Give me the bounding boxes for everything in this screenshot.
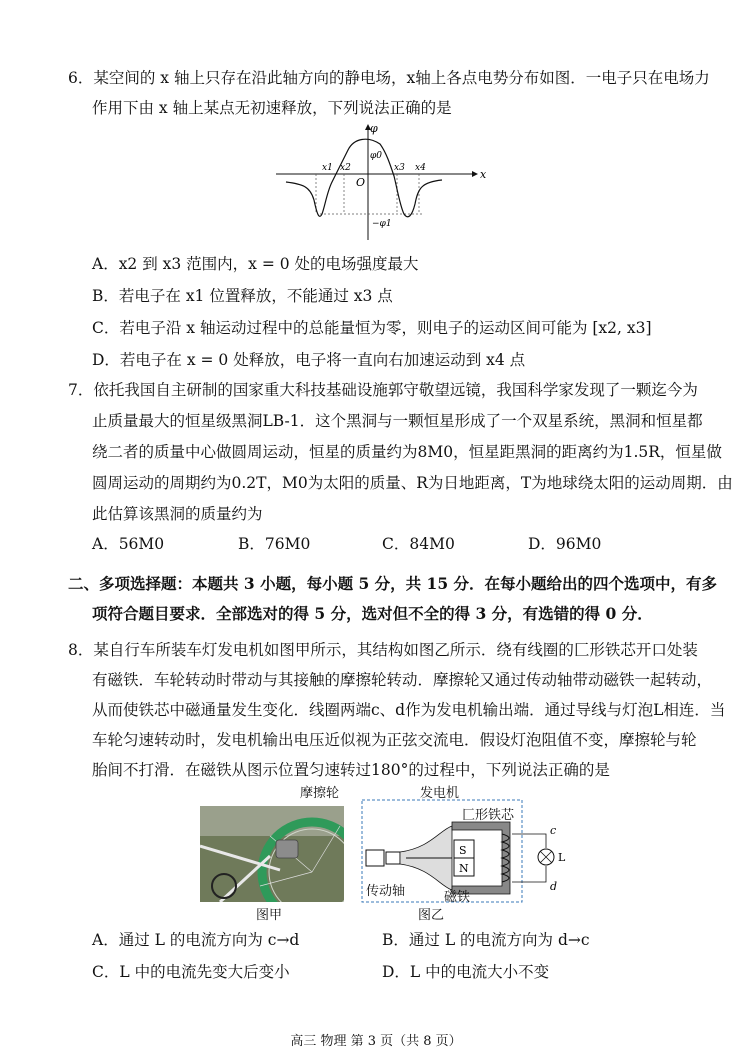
- q6-phi-label: φ: [370, 122, 378, 135]
- q8-line1: 8．某自行车所装车灯发电机如图甲所示，其结构如图乙所示．绕有线圈的匚形铁芯开口处装: [68, 641, 698, 659]
- q8-figure-a-photo: [200, 806, 344, 902]
- q7-line4: 圆周运动的周期约为0.2T，M0为太阳的质量、R为日地距离，T为地球绕太阳的运动周期．由: [92, 474, 733, 492]
- q8-number: 8．: [68, 641, 94, 659]
- q6-line1: 6．某空间的 x 轴上只存在沿此轴方向的静电场，x轴上各点电势分布如图．一电子只在电场力: [68, 69, 710, 87]
- q8-label-lamp: L: [558, 851, 566, 864]
- section2-heading-line2: 项符合题目要求．全部选对的得 5 分，选对但不全的得 3 分，有选错的得 0 分．: [92, 604, 653, 623]
- q8-label-magnet: 磁铁: [444, 890, 471, 905]
- q6-x-label: x: [480, 168, 487, 181]
- q6-line2: 作用下由 x 轴上某点无初速释放，下列说法正确的是: [92, 99, 452, 117]
- q6-number: 6．: [68, 69, 94, 87]
- q8-label-generator: 发电机: [420, 786, 460, 801]
- q8-label-friction-wheel: 摩擦轮: [300, 786, 340, 801]
- q8-option-a[interactable]: A．通过 L 的电流方向为 c→d: [92, 931, 300, 949]
- q8-line2: 有磁铁．车轮转动时带动与其接触的摩擦轮转动．摩擦轮又通过传动轴带动磁铁一起转动，: [92, 671, 713, 689]
- q7-option-a[interactable]: A．56M0: [92, 535, 165, 553]
- q6-x1-label: x1: [322, 163, 333, 173]
- q8-label-c: c: [550, 824, 557, 837]
- section2-heading-line1: 二、多项选择题：本题共 3 小题，每小题 5 分，共 15 分．在每小题给出的四个选项中，有多: [68, 574, 718, 593]
- q6-x3-label: x3: [394, 163, 405, 173]
- q6-x2-label: x2: [340, 163, 351, 173]
- q7-option-b[interactable]: B．76M0: [238, 535, 311, 553]
- q7-line5: 此估算该黑洞的质量约为: [92, 505, 263, 523]
- q8-label-core: 匚形铁芯: [462, 808, 515, 823]
- q8-option-b[interactable]: B．通过 L 的电流方向为 d→c: [382, 931, 590, 949]
- q7-line2: 止质量最大的恒星级黑洞LB-1．这个黑洞与一颗恒星形成了一个双星系统，黑洞和恒星都: [92, 412, 703, 430]
- q8-line3: 从而使铁芯中磁通量发生变化．线圈两端c、d作为发电机输出端．通过导线与灯泡L相连．当: [92, 701, 726, 719]
- q6-option-b[interactable]: B．若电子在 x1 位置释放，不能通过 x3 点: [92, 287, 393, 305]
- q8-line4: 车轮匀速转动时，发电机输出电压近似视为正弦交流电．假设灯泡阻值不变，摩擦轮与轮: [92, 731, 697, 749]
- q8-caption-b: 图乙: [418, 908, 445, 923]
- q6-x4-label: x4: [415, 163, 426, 173]
- q7-option-c[interactable]: C．84M0: [382, 535, 455, 553]
- q8-option-d[interactable]: D．L 中的电流大小不变: [382, 963, 550, 981]
- q6-neg-phi1-label: −φ1: [372, 219, 392, 229]
- q8-label-shaft: 传动轴: [366, 884, 406, 899]
- q6-option-a[interactable]: A．x2 到 x3 范围内，x = 0 处的电场强度最大: [92, 255, 419, 273]
- q8-caption-a: 图甲: [256, 908, 283, 923]
- q7-line3: 绕二者的质量中心做圆周运动，恒星的质量约为8M0，恒星距黑洞的距离约为1.5R，恒星做: [92, 443, 722, 461]
- q8-label-d: d: [550, 880, 558, 893]
- q7-number: 7．: [68, 381, 94, 399]
- q8-label-s: S: [459, 844, 467, 857]
- q7-option-d[interactable]: D．96M0: [528, 535, 602, 553]
- page-footer: 高三 物理 第 3 页（共 8 页）: [290, 1034, 462, 1049]
- q6-option-c[interactable]: C．若电子沿 x 轴运动过程中的总能量恒为零，则电子的运动区间可能为 [x2, x3]: [92, 319, 652, 337]
- q8-line5: 胎间不打滑．在磁铁从图示位置匀速转过180°的过程中，下列说法正确的是: [92, 761, 610, 779]
- q6-origin-label: O: [356, 176, 366, 189]
- q6-option-d[interactable]: D．若电子在 x = 0 处释放，电子将一直向右加速运动到 x4 点: [92, 351, 526, 369]
- q7-line1: 7．依托我国自主研制的国家重大科技基础设施郭守敬望远镜，我国科学家发现了一颗迄今为: [68, 381, 698, 399]
- q6-phi0-label: φ0: [370, 151, 383, 161]
- q6-potential-graph: [272, 122, 502, 244]
- q8-label-n: N: [459, 862, 469, 875]
- q8-option-c[interactable]: C．L 中的电流先变大后变小: [92, 963, 290, 981]
